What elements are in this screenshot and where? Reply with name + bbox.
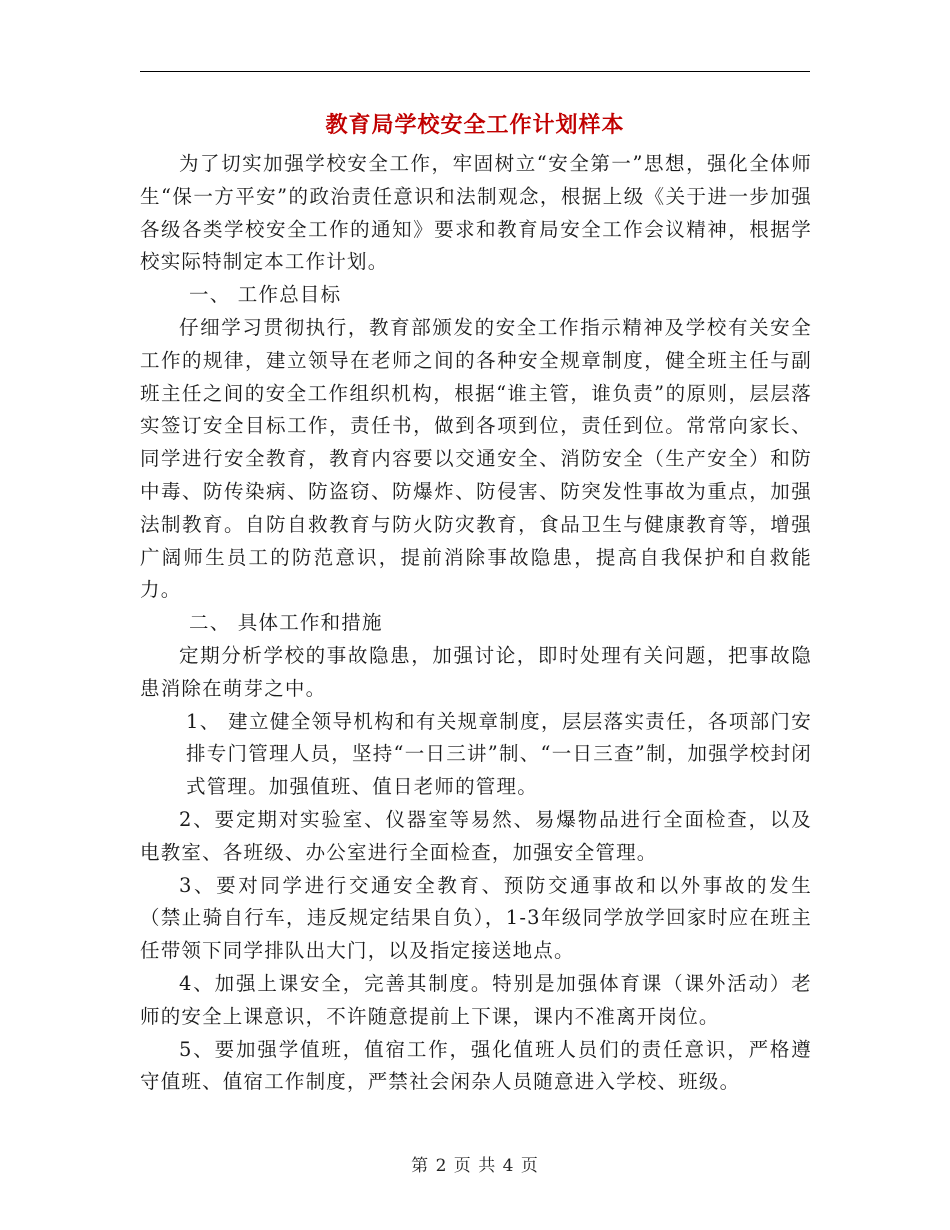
goals-paragraph: 仔细学习贯彻执行，教育部颁发的安全工作指示精神及学校有关安全工作的规律，建立领导在老师之间的各种安全规章制度，健全班主任与副班主任之间的安全工作组织机构，根据“谁主管，谁负责”的原则，层层落实签订安全目标工作，责任书，做到各项到位，责任到位。常常向家长、同学进行安全教育，教育内容要以交通安全、消防安全（生产安全）和防中毒、防传染病、防盗窃、防爆炸、防侵害、防突发性事故为重点，加强法制教育。自防自救教育与防火防灾教育，食品卫生与健康教育等，增强广阔师生员工的防范意识，提前消除事故隐患，提高自我保护和自救能力。 bbox=[140, 315, 812, 602]
document-body bbox=[140, 148, 812, 1099]
measure-item-3: 3、要对同学进行交通安全教育、预防交通事故和以外事故的发生（禁止骑自行车，违反规定结果自负），1-3年级同学放学回家时应在班主任带领下同学排队出大门，以及指定接送地点。 bbox=[140, 873, 812, 963]
measure-item-2: 2、要定期对实验室、仪器室等易然、易爆物品进行全面检查，以及电教室、各班级、办公室进行全面检查，加强安全管理。 bbox=[140, 807, 812, 864]
section-heading-measures: 二、 具体工作和措施 bbox=[189, 611, 383, 635]
header-rule bbox=[140, 71, 810, 72]
page-footer: 第 2 页 共 4 页 bbox=[411, 1156, 539, 1176]
measure-item-4: 4、加强上课安全，完善其制度。特别是加强体育课（课外活动）老师的安全上课意识，不许随意提前上下课，课内不准离开岗位。 bbox=[140, 971, 812, 1028]
intro-paragraph: 为了切实加强学校安全工作，牢固树立“安全第一”思想，强化全体师生“保一方平安”的政治责任意识和法制观念，根据上级《关于进一步加强各级各类学校安全工作的通知》要求和教育局安全工作会议精神，根据学校实际特制定本工作计划。 bbox=[140, 152, 812, 274]
document-title: 教育局学校安全工作计划样本 bbox=[325, 112, 625, 138]
measures-intro-paragraph: 定期分析学校的事故隐患，加强讨论，即时处理有关问题，把事故隐患消除在萌芽之中。 bbox=[140, 643, 812, 700]
measure-item-5: 5、要加强学值班，值宿工作，强化值班人员们的责任意识，严格遵守值班、值宿工作制度，严禁社会闲杂人员随意进入学校、班级。 bbox=[140, 1037, 812, 1094]
measure-item-1: 1、 建立健全领导机构和有关规章制度，层层落实责任，各项部门安排专门管理人员，坚持“一日三讲”制、“一日三查”制，加强学校封闭式管理。加强值班、值日老师的管理。 bbox=[186, 709, 812, 799]
section-heading-goals: 一、 工作总目标 bbox=[189, 283, 342, 307]
